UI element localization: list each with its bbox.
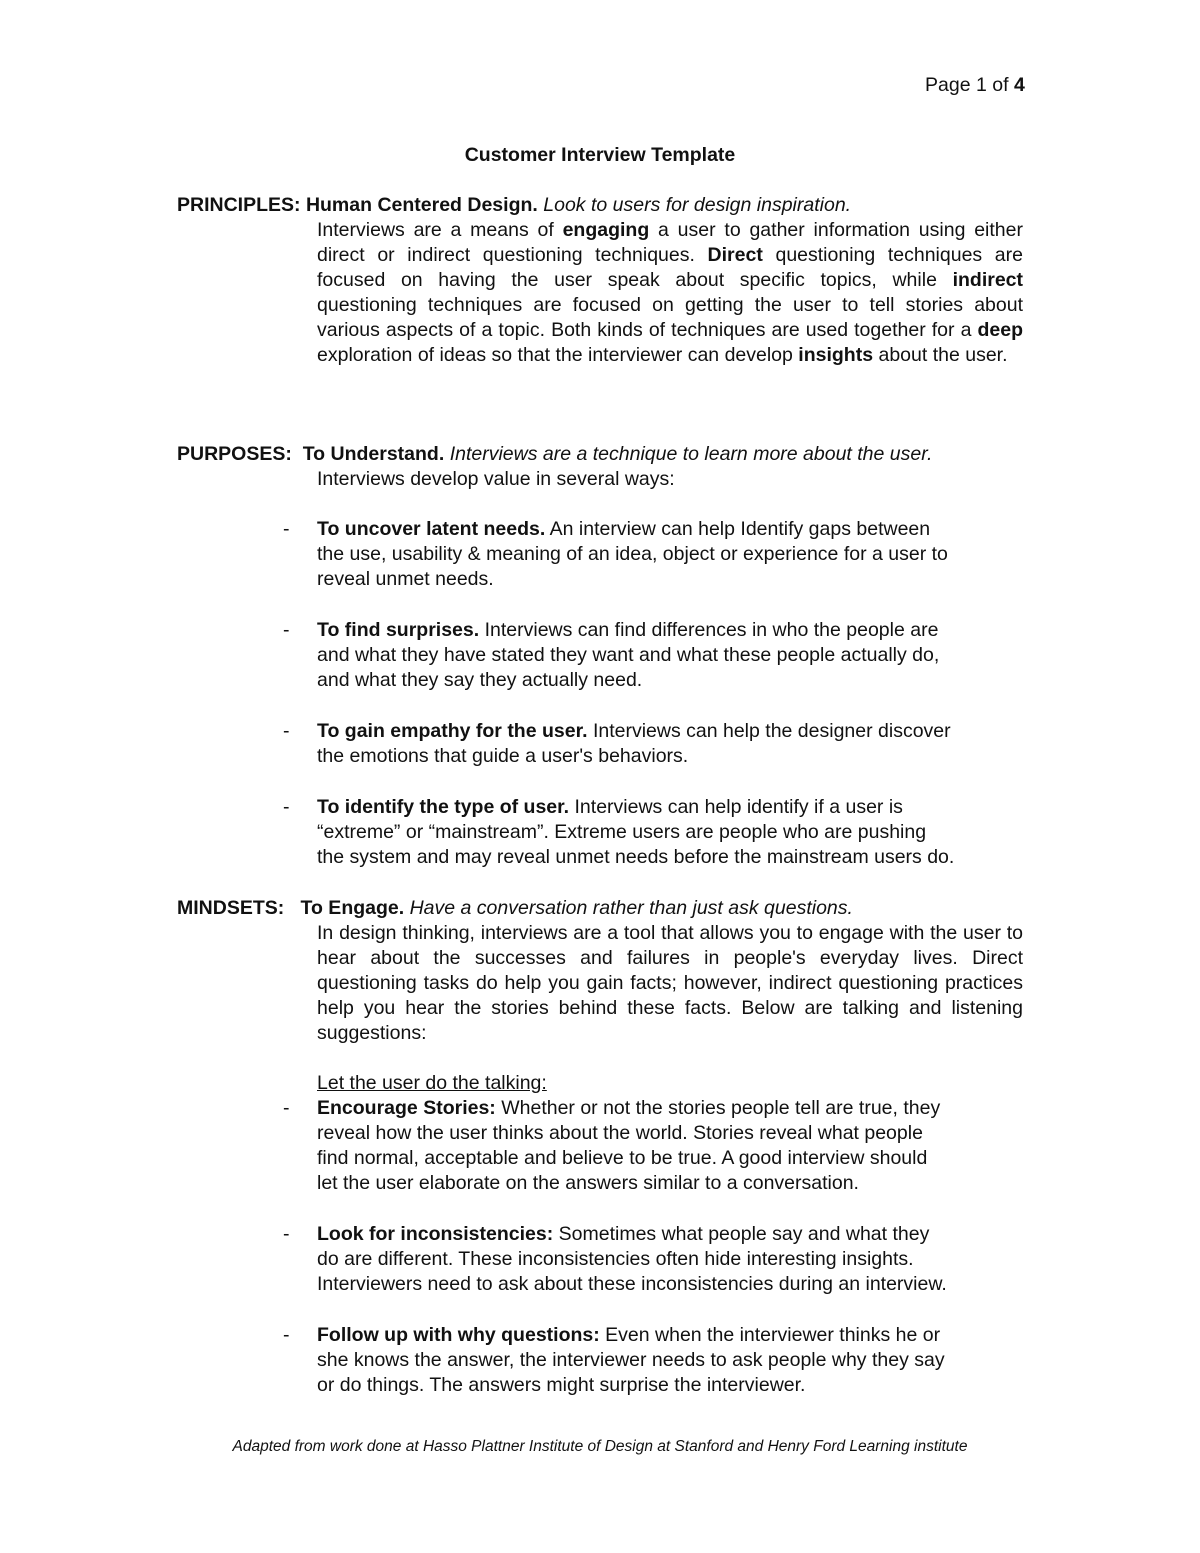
- list-dash: -: [283, 518, 290, 540]
- purpose-item: To identify the type of user. Interviews can help identify if a user is “extreme” or “mainstream”. Extreme users are people who are pushing the system and may reveal unmet needs before the mainstream users do.: [317, 796, 955, 868]
- mindsets-subtitle: Have a conversation rather than just ask questions.: [409, 897, 853, 919]
- purposes-subtitle: Interviews are a technique to learn more about the user.: [449, 443, 933, 465]
- mindsets-label: MINDSETS:: [177, 897, 285, 919]
- purpose-item: To gain empathy for the user. Interviews can help the designer discover the emotions that guide a user's behaviors.: [317, 720, 951, 767]
- purposes-title: To Understand.: [302, 443, 445, 465]
- principles-label: PRINCIPLES:: [177, 194, 301, 216]
- footer-attribution: Adapted from work done at Hasso Plattner Institute of Design at Stanford and Henry Ford Learning institute: [232, 1438, 968, 1455]
- page-number: Page 1 of 4: [925, 74, 1025, 96]
- mindset-item: Look for inconsistencies: Sometimes what people say and what they do are different. These inconsistencies often hide interesting insights. Interviewers need to ask about these inconsistencies during an interview.: [317, 1223, 947, 1295]
- purposes-label: PURPOSES:: [177, 443, 292, 465]
- mindsets-heading: [177, 896, 853, 921]
- principles-title: Human Centered Design.: [305, 194, 538, 216]
- mindsets-title: To Engage.: [300, 897, 405, 919]
- purpose-item: To find surprises. Interviews can find differences in who the people are and what they have stated they want and what these people actually do, and what they say they actually need.: [317, 619, 940, 691]
- mindsets-body: In design thinking, interviews are a tool that allows you to engage with the user to hear about the successes and failures in people's everyday lives. Direct questioning tasks do help you gain facts; however, indirect questioning practices help you hear the stories behind these facts. Below are talking and listening suggestions:: [317, 922, 1023, 1044]
- list-dash: -: [283, 720, 290, 742]
- document-title: Customer Interview Template: [464, 144, 736, 166]
- purpose-item: To uncover latent needs. An interview can help Identify gaps between the use, usability & meaning of an idea, object or experience for a user to reveal unmet needs.: [317, 518, 948, 590]
- list-dash: -: [283, 619, 290, 641]
- purposes-heading: [177, 442, 932, 467]
- list-dash: -: [283, 1324, 290, 1346]
- principles-body: Interviews are a means of engaging a user to gather information using either direct or indirect questioning techniques. Direct questioning techniques are focused on having the user speak about specific topics, while indirect questioning techniques are focused on getting the user to tell stories about various aspects of a topic. Both kinds of techniques are used together for a deep exploration of ideas so that the interviewer can develop insights about the user.: [317, 219, 1024, 366]
- list-dash: -: [283, 796, 290, 818]
- mindset-item: Encourage Stories: Whether or not the stories people tell are true, they reveal how the user thinks about the world. Stories reveal what people find normal, acceptable and believe to be true. A good interview should let the user elaborate on the answers similar to a conversation.: [317, 1097, 941, 1194]
- principles-subtitle: Look to users for design inspiration.: [543, 194, 852, 216]
- list-dash: -: [283, 1223, 290, 1245]
- purposes-intro: Interviews develop value in several ways:: [317, 468, 675, 490]
- list-dash: -: [283, 1097, 290, 1119]
- mindset-item: Follow up with why questions: Even when the interviewer thinks he or she knows the answer, the interviewer needs to ask people why they say or do things. The answers might surprise the interviewer.: [317, 1324, 945, 1396]
- principles-heading: [177, 193, 851, 218]
- mindsets-sublabel: Let the user do the talking:: [317, 1072, 547, 1094]
